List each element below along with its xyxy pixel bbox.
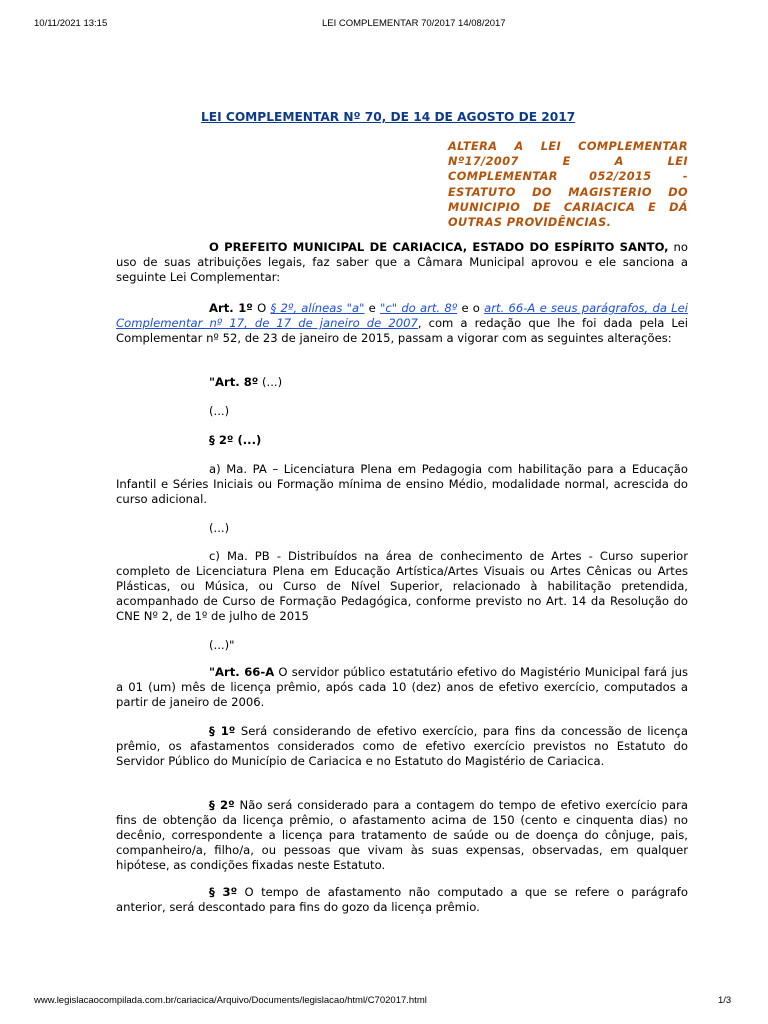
footer-url: www.legislacaocompilada.com.br/cariacica/Arquivo/Documents/legislacao/html/C702017.html <box>34 995 427 1006</box>
art1-text: e <box>364 301 381 315</box>
print-doc-title: LEI COMPLEMENTAR 70/2017 14/08/2017 <box>322 18 506 29</box>
item-c: c) Ma. PB - Distribuídos na área de conhecimento de Artes - Curso superior completo de Licenciatura Plena em Educação Artística/Artes Visuais ou Artes Cênicas ou Artes Plásticas, ou Música, ou Curso de Nível Superior, relacionado à habilitação pretendida, acompanhado de Curso de Formação Pedagógica, conforme previsto no Art. 14 da Resolução do CNE Nº 2, de 1º de julho de 2015 <box>116 549 688 624</box>
ementa-line: ALTERA A LEI COMPLEMENTAR <box>448 140 688 153</box>
article-66a <box>116 665 688 710</box>
preamble-bold: O PREFEITO MUNICIPAL DE CARIACICA, ESTADO DO ESPÍRITO SANTO, <box>209 240 669 254</box>
law-ementa <box>448 139 688 230</box>
art66-paragraph-3 <box>116 885 688 915</box>
art1-text: e o <box>457 301 485 315</box>
art8-label: "Art. 8º <box>209 375 259 389</box>
par2-label-text: § 2º (...) <box>209 433 262 447</box>
ellipsis-line: (...) <box>209 404 230 418</box>
page-number: 1/3 <box>718 995 732 1006</box>
p3-label: § 3º <box>209 885 238 899</box>
art66-paragraph-1 <box>116 724 688 769</box>
art1-text: O <box>252 301 271 315</box>
ementa-line: COMPLEMENTAR 052/2015 - <box>448 170 688 184</box>
link-art8-par2-a[interactable]: § 2º, alíneas "a" <box>270 301 365 315</box>
art8-heading <box>116 375 688 390</box>
link-art66a-lc17[interactable]: art. 66-A e seus parágrafos, da Lei Complementar nº 17, de 17 de janeiro de 2007 <box>116 301 688 331</box>
law-title: LEI COMPLEMENTAR Nº 70, DE 14 DE AGOSTO DE 2017 <box>201 110 576 124</box>
preamble-text: no uso de suas atribuições legais, faz saber que a Câmara Municipal aprovou e ele sanciona a seguinte Lei Complementar: <box>116 240 688 285</box>
p1-text: Será considerando de efetivo exercício, para fins da concessão de licença prêmio, os afastamentos considerados como de efetivo exercício previstos no Estatuto do Servidor Público do Município de Cariacica e no Estatuto do Magistério de Cariacica. <box>116 724 688 769</box>
art66-paragraph-2 <box>116 798 688 873</box>
art1-text: , com a redação que lhe foi dada pela Lei Complementar nº 52, de 23 de janeiro de 2015, passam a vigorar com as seguintes alterações: <box>116 316 688 346</box>
art8-text: (...) <box>258 375 283 389</box>
art66-label: "Art. 66-A <box>209 665 275 679</box>
p2-label: § 2º <box>209 798 235 812</box>
link-art8-c[interactable]: "c" do art. 8º <box>380 301 458 315</box>
art66-text: O servidor público estatutário efetivo do Magistério Municipal fará jus a 01 (um) mês de licença prêmio, após cada 10 (dez) anos de efetivo exercício, computados a partir de janeiro de 2006. <box>116 665 688 710</box>
ementa-line: MUNICIPIO DE CARIACICA E DÁ <box>448 200 688 214</box>
ementa-line: ESTATUTO DO MAGISTERIO DO <box>448 185 688 199</box>
ellipsis-close: (...)" <box>209 638 235 652</box>
p2-text: Não será considerado para a contagem do tempo de efetivo exercício para fins de obtenção da licença prêmio, o afastamento acima de 150 (cento e cinquenta dias) no decênio, correspondente a licença para tratamento de saúde ou de doença do cônjuge, pais, companheiro/a, filho/a, ou pessoas que vivam às suas expensas, observadas, em qualquer hipótese, as condições fixadas neste Estatuto. <box>116 798 688 873</box>
ellipsis-line: (...) <box>209 521 230 535</box>
preamble-paragraph <box>116 240 688 285</box>
ementa-line: Nº17/2007 E A LEI <box>448 155 688 169</box>
p3-text: O tempo de afastamento não computado a que se refere o parágrafo anterior, será descontado para fins do gozo da licença prêmio. <box>116 885 688 915</box>
art1-label: Art. 1º <box>209 301 253 315</box>
item-a: a) Ma. PA – Licenciatura Plena em Pedagogia com habilitação para a Educação Infantil e Séries Iniciais ou Formação mínima de ensino Médio, modalidade normal, acrescida do curso adicional. <box>116 462 688 507</box>
p1-label: § 1º <box>209 724 236 738</box>
paragraph-2-label <box>116 433 688 448</box>
article-1 <box>116 301 688 346</box>
print-datetime: 10/11/2021 13:15 <box>34 18 108 29</box>
ementa-line: OUTRAS PROVIDÊNCIAS. <box>448 216 612 230</box>
